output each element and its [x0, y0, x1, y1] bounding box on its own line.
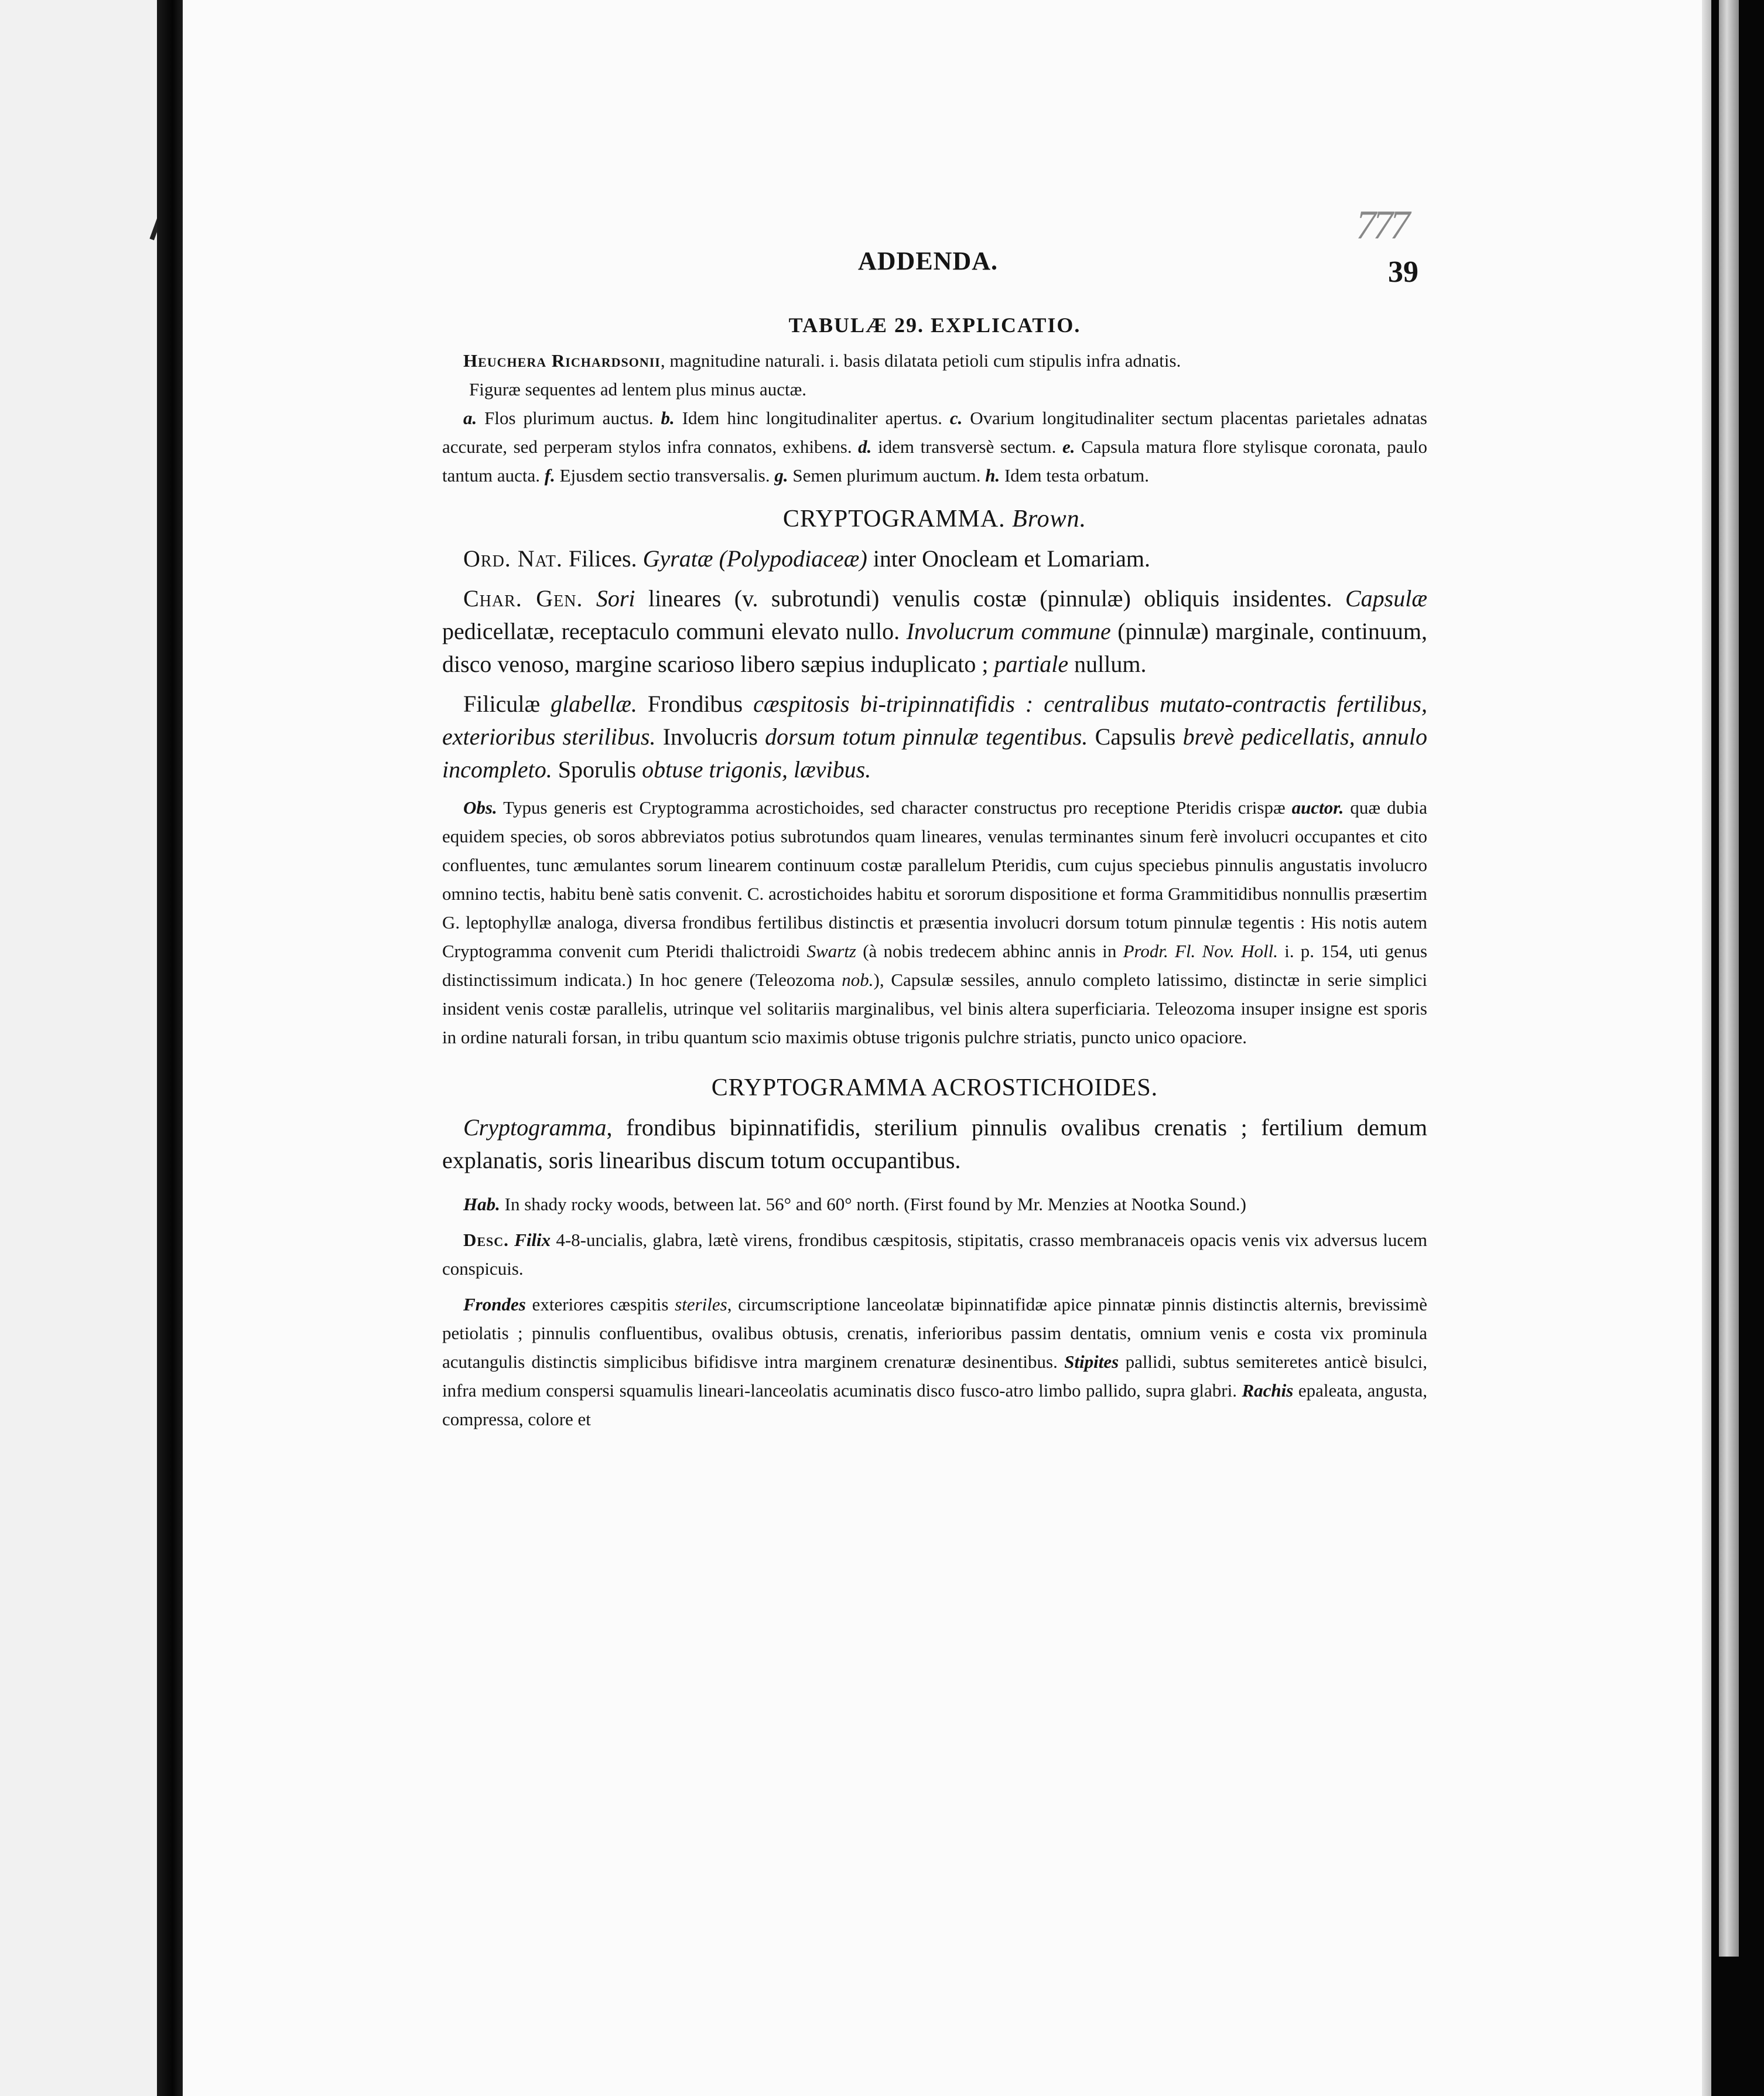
page-edge: [1702, 0, 1711, 2096]
book-gutter: [157, 0, 183, 2096]
genus-heading: CRYPTOGRAMMA. Brown.: [782, 506, 1087, 532]
handwritten-mark: 777: [1356, 203, 1407, 248]
figure-list: a. Flos plurimum auctus. b. Idem hinc longitudinaliter apertus. c. Ovarium longitudinaliter sectum placentas parietales adnatas accurate, sed perperam stylos infra connatos, exhibens. d. idem transversè sectum. e. Capsula matura flore stylisque coronata, paulo tantum aucta. f. Ejusdem sectio transversalis. g. Semen plurimum auctum. h. Idem testa orbatum.: [442, 408, 1427, 486]
genus-description: [442, 542, 1427, 786]
description: Desc. Filix 4-8-uncialis, glabra, lætè virens, frondibus cæspitosis, stipitatis, crasso membranaceis opacis venis vix adversus lucem conspicuis.: [442, 1230, 1427, 1279]
page-number: 39: [1388, 255, 1418, 289]
natural-order: Ord. Nat. Filices. Gyratæ (Polypodiaceæ) inter Onocleam et Lomariam.: [463, 545, 1150, 572]
fronds-description: Frondes exteriores cæspitis steriles, circumscriptione lanceolatæ bipinnatifidæ apice pinnatæ pinnis distinctis alternis, brevissimè petiolatis ; pinnulis confluentibus, ovalibus obtusis, crenatis, inferioribus passim dentatis, omnium venis e costa vix prominula acutangulis distinctis simplicibus bifidisve intra marginem crenaturæ desinentibus. Stipites pallidi, subtus semiteretes anticè bisulci, infra medium conspersi squamulis lineari-lanceolatis acuminatis disco fusco-atro limbo pallido, supra glabri. Rachis epaleata, angusta, compressa, colore et: [442, 1294, 1428, 1429]
facing-page-edge: [0, 0, 157, 2096]
running-head: ADDENDA.: [858, 247, 998, 275]
species-heading: CRYPTOGRAMMA ACROSTICHOIDES.: [711, 1074, 1158, 1101]
plant-name: Heuchera Richardsonii: [463, 350, 661, 371]
plate-explanation: [442, 346, 1427, 490]
generic-character: Char. Gen. Sori lineares (v. subrotundi) venulis costæ (pinnulæ) obliquis insidentes. Capsulæ pedicellatæ, receptaculo communi elevato nullo. Involucrum commune (pinnulæ) marginale, continuum, disco venoso, margine scarioso libero sæpius induplicato ; partiale nullum.: [442, 585, 1428, 677]
plate-caption-note: Figuræ sequentes ad lentem plus minus auctæ.: [469, 379, 807, 400]
observation-paragraph: Obs. Typus generis est Cryptogramma acrostichoides, sed character constructus pro receptione Pteridis crispæ auctor. quæ dubia equidem species, ob soros abbreviatos potius subrotundos quam lineares, venulas terminantes sinum ferè involucri occupantes et cito confluentes, tunc æmulantes sorum linearem continuum costæ parallelum Pteridis, cum cujus speciebus pinnulis angustatis involucro omnino tectis, habitu benè satis convenit. C. acrostichoides habitu et sororum dispositione et forma Grammitidibus nonnullis præsertim G. leptophyllæ analoga, diversa frondibus fertilibus distinctis et præsentia involucri dorsum totum pinnulæ tegentis : His notis autem Cryptogramma convenit cum Pteridi thalictroidi Swartz (à nobis tredecem abhinc annis in Prodr. Fl. Nov. Holl. i. p. 154, uti genus distinctissimum indicata.) In hoc genere (Teleozoma nob.), Capsulæ sessiles, annulo completo latissimo, distinctæ in serie simplici insident venis costæ parallelis, utrinque vel solitariis marginalibus, vel binis altera superficiaria. Teleozoma insuper insigne est sporis in ordine naturali forsan, in tribu quantum scio maximis obtuse trigonis pulchre striatis, puncto unico opaciore.: [442, 797, 1428, 1047]
filiculae-description: Filiculæ glabellæ. Frondibus cæspitosis bi-tripinnatifidis : centralibus mutato-contractis fertilibus, exterioribus sterilibus. Involucris dorsum totum pinnulæ tegentibus. Capsulis brevè pedicellatis, annulo incompleto. Sporulis obtuse trigonis, lævibus.: [442, 691, 1428, 783]
plate-caption-line: Heuchera Richardsonii, magnitudine naturali. i. basis dilatata petioli cum stipulis infra adnatis.: [463, 350, 1181, 371]
plate-explanation-heading: TABULÆ 29. EXPLICATIO.: [788, 313, 1081, 337]
habitat: Hab. In shady rocky woods, between lat. 56° and 60° north. (First found by Mr. Menzies at Nootka Sound.): [463, 1194, 1246, 1214]
fore-edge: [1719, 0, 1739, 1957]
species-diagnosis: Cryptogramma, frondibus bipinnatifidis, sterilium pinnulis ovalibus crenatis ; fertilium demum explanatis, soris linearibus discum totum occupantibus.: [442, 1114, 1427, 1173]
page-body: [442, 308, 1427, 1433]
